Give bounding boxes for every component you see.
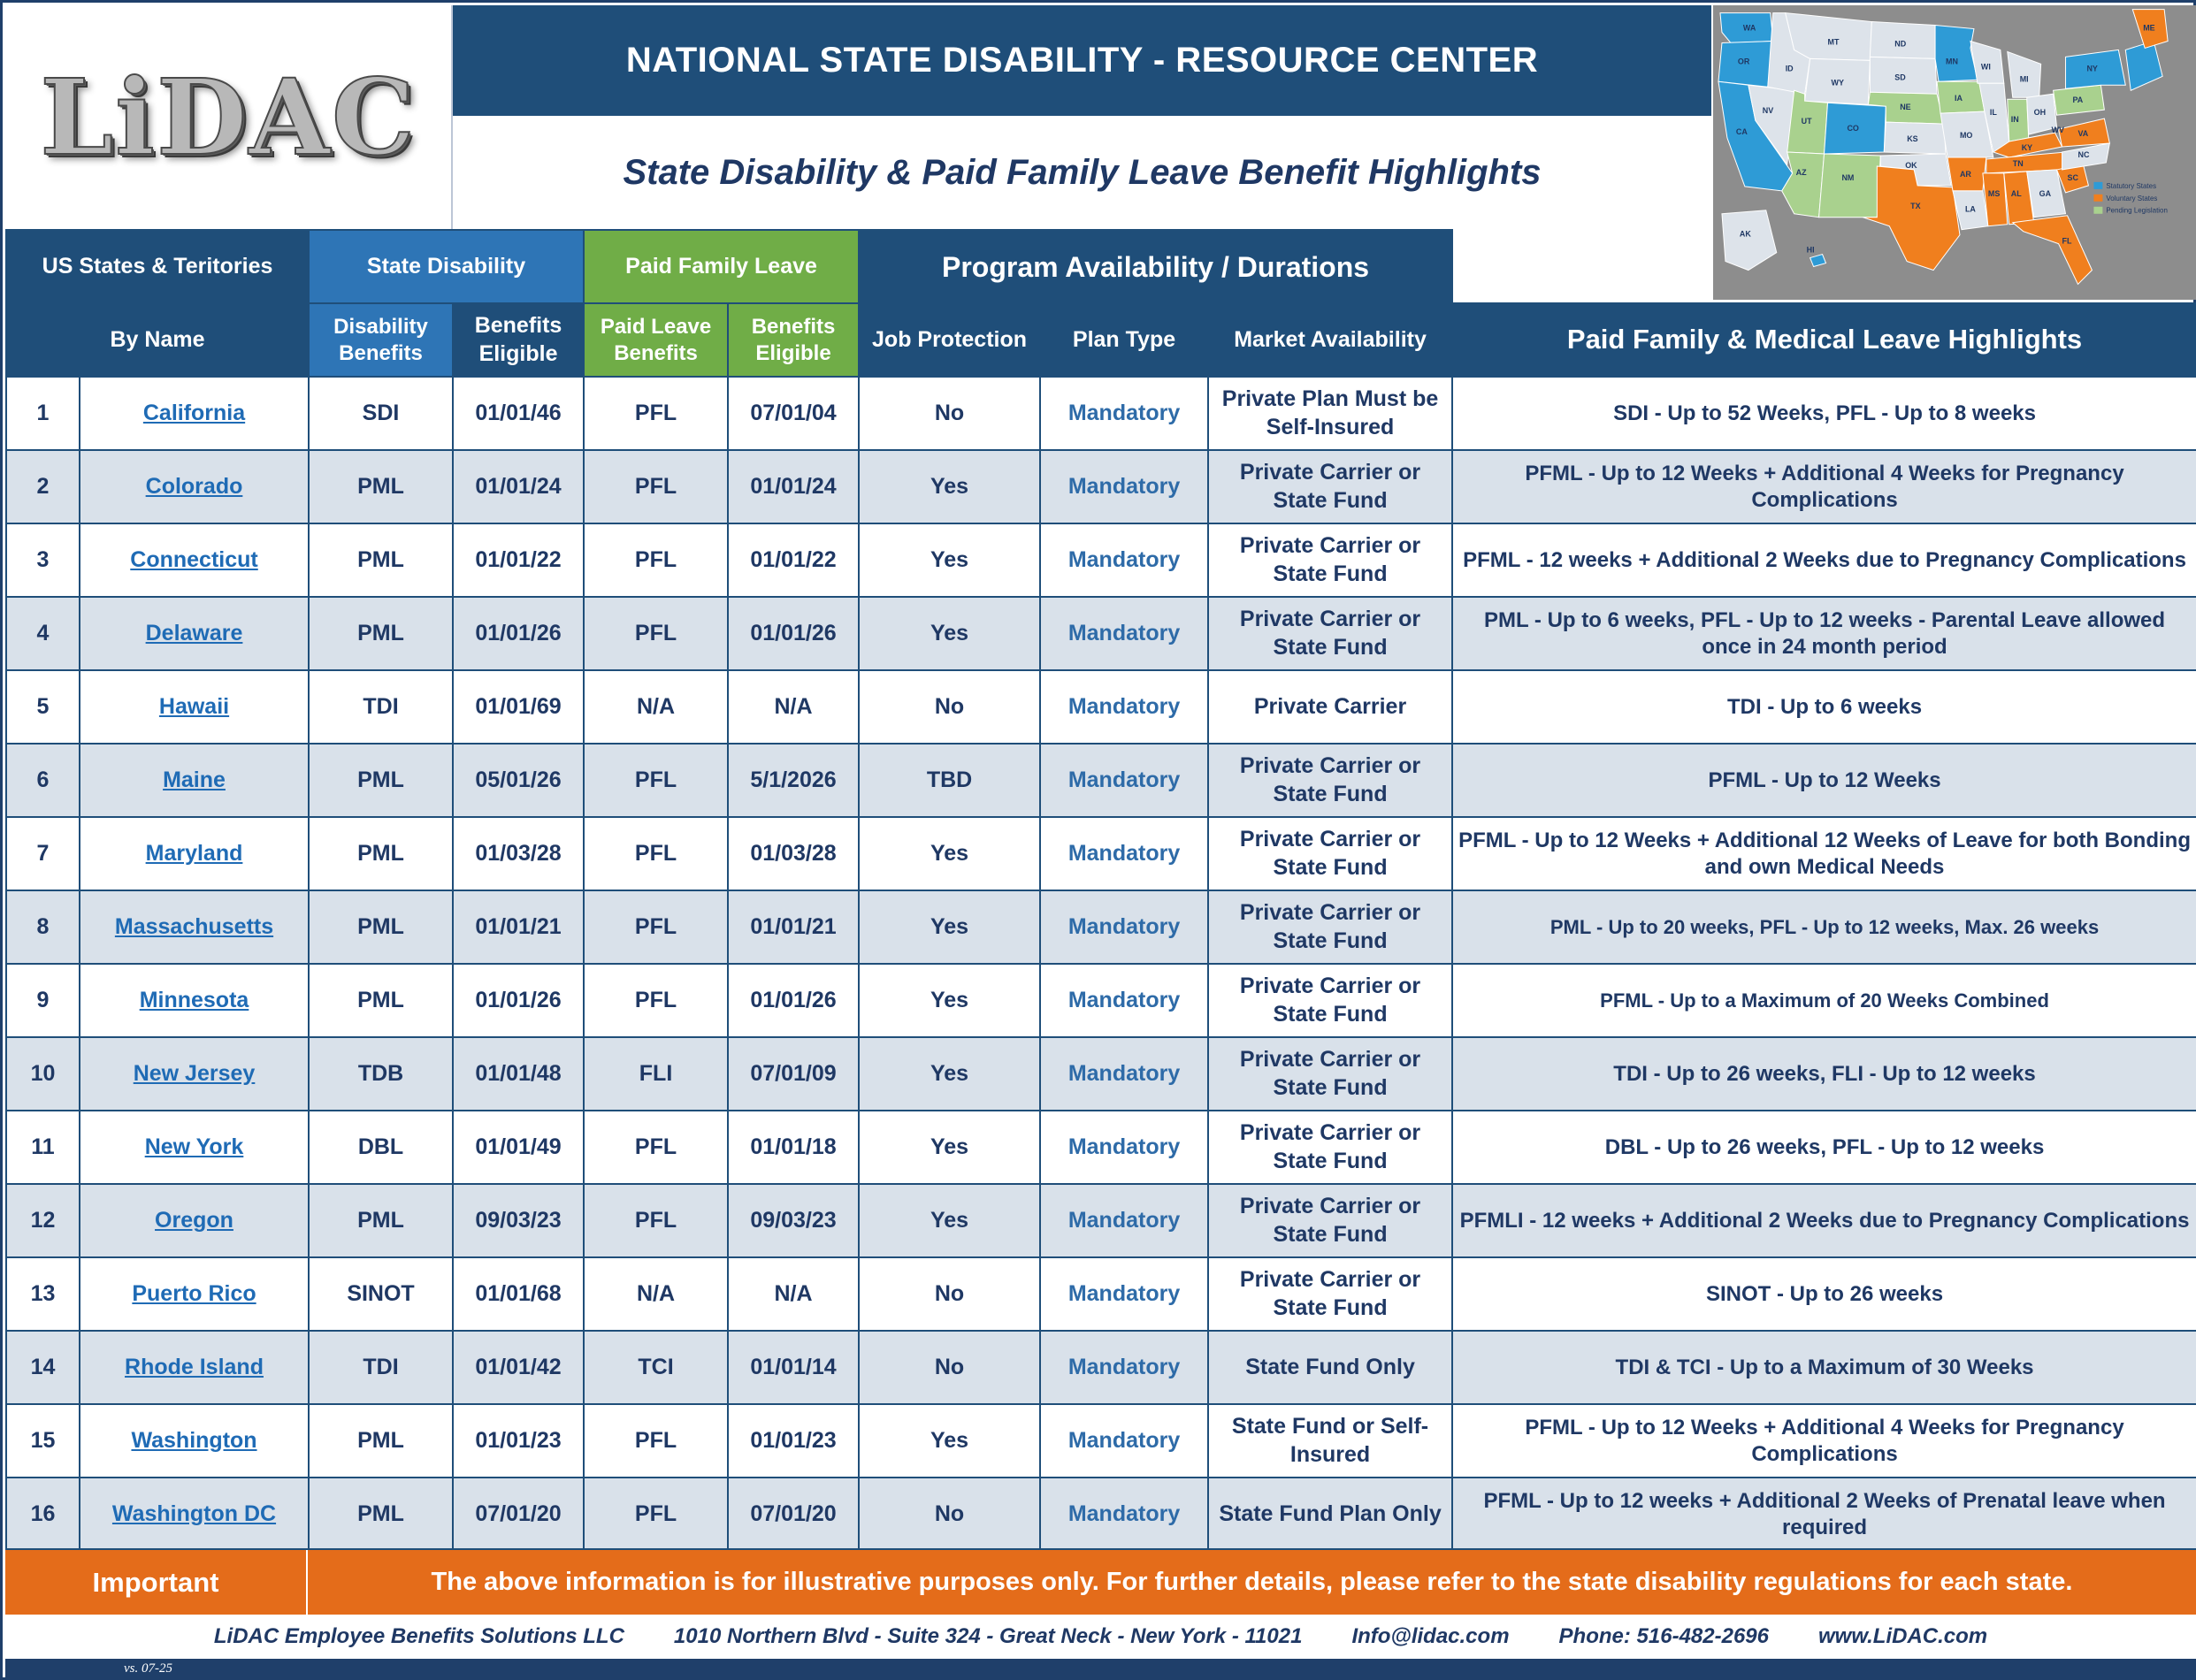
table-row <box>6 817 2196 890</box>
state-cell <box>80 1037 309 1111</box>
state-link[interactable]: Colorado <box>145 473 243 499</box>
market-availability: Private Carrier or State Fund <box>1208 523 1452 597</box>
row-number: 13 <box>6 1257 80 1331</box>
leave-highlights: PFMLI - 12 weeks + Additional 2 Weeks due to Pregnancy Complications <box>1452 1184 2196 1257</box>
header-state-disability: State Disability <box>309 230 584 303</box>
paid-leave-eligible-date: 07/01/04 <box>728 377 859 450</box>
plan-type: Mandatory <box>1040 1404 1208 1478</box>
disability-benefit-code: PML <box>309 1404 453 1478</box>
job-protection: Yes <box>859 1404 1040 1478</box>
paid-leave-eligible-date: 07/01/20 <box>728 1478 859 1551</box>
disability-eligible-date: 01/01/46 <box>453 377 584 450</box>
map-label: KY <box>2021 143 2033 153</box>
map-label: OH <box>2033 108 2047 118</box>
header-by-name: By Name <box>6 303 309 377</box>
plan-type: Mandatory <box>1040 1037 1208 1111</box>
header-program: Program Availability / Durations <box>859 230 1452 303</box>
map-label: PA <box>2072 95 2084 105</box>
disability-benefit-code: PML <box>309 1184 453 1257</box>
table-row <box>6 670 2196 744</box>
leave-highlights: PML - Up to 6 weeks, PFL - Up to 12 weeks - Parental Leave allowed once in 24 month period <box>1452 597 2196 670</box>
map-label: TN <box>2012 158 2024 168</box>
footer-website[interactable]: www.LiDAC.com <box>1818 1624 1988 1648</box>
plan-type: Mandatory <box>1040 523 1208 597</box>
map-label: NC <box>2077 149 2090 159</box>
header-plan-type: Plan Type <box>1040 303 1208 377</box>
map-label: AL <box>2010 188 2022 198</box>
map-label: IL <box>1989 108 1997 118</box>
state-link[interactable]: Puerto Rico <box>132 1280 256 1306</box>
leave-highlights: PFML - Up to 12 weeks + Additional 2 Weeks of Prenatal leave when required <box>1452 1478 2196 1551</box>
table-row <box>6 890 2196 964</box>
map-state-nm <box>1819 154 1881 218</box>
logo-cell <box>5 5 453 229</box>
paid-leave-code: TCI <box>584 1331 728 1404</box>
state-link[interactable]: Massachusetts <box>114 913 274 939</box>
leave-highlights: PML - Up to 20 weeks, PFL - Up to 12 weeks, Max. 26 weeks <box>1452 890 2196 964</box>
table-row <box>6 377 2196 450</box>
disability-benefit-code: SINOT <box>309 1257 453 1331</box>
leave-highlights: PFML - Up to 12 Weeks + Additional 12 Weeks of Leave for both Bonding and own Medical Needs <box>1452 817 2196 890</box>
map-label: NV <box>1762 106 1774 116</box>
disability-eligible-date: 01/03/28 <box>453 817 584 890</box>
disability-eligible-date: 01/01/22 <box>453 523 584 597</box>
header-map-spacer <box>1452 230 2196 303</box>
disability-benefit-code: SDI <box>309 377 453 450</box>
map-label: AZ <box>1795 167 1807 177</box>
disability-eligible-date: 05/01/26 <box>453 744 584 817</box>
row-number: 8 <box>6 890 80 964</box>
header-market-availability: Market Availability <box>1208 303 1452 377</box>
map-label: ID <box>1785 64 1794 73</box>
plan-type: Mandatory <box>1040 670 1208 744</box>
footer-company: LiDAC Employee Benefits Solutions LLC <box>213 1624 624 1648</box>
map-label: LA <box>1964 204 1976 214</box>
footer-phone: Phone: 516-482-2696 <box>1558 1624 1769 1648</box>
table-row <box>6 1404 2196 1478</box>
disability-benefit-code: PML <box>309 597 453 670</box>
map-label: AR <box>1959 169 1971 179</box>
map-label: IA <box>1955 94 1963 103</box>
row-number: 7 <box>6 817 80 890</box>
market-availability: State Fund Only <box>1208 1331 1452 1404</box>
paid-leave-code: PFL <box>584 817 728 890</box>
paid-leave-code: PFL <box>584 1404 728 1478</box>
paid-leave-code: PFL <box>584 964 728 1037</box>
job-protection: No <box>859 377 1040 450</box>
footer <box>5 1615 2196 1659</box>
plan-type: Mandatory <box>1040 964 1208 1037</box>
footer-address: 1010 Northern Blvd - Suite 324 - Great Neck - New York - 11021 <box>673 1624 1303 1648</box>
paid-leave-eligible-date: 01/01/14 <box>728 1331 859 1404</box>
row-number: 2 <box>6 450 80 523</box>
market-availability: Private Carrier or State Fund <box>1208 1111 1452 1184</box>
disability-eligible-date: 01/01/69 <box>453 670 584 744</box>
map-label: OR <box>1737 57 1750 66</box>
disability-benefit-code: PML <box>309 744 453 817</box>
paid-leave-code: PFL <box>584 744 728 817</box>
plan-type: Mandatory <box>1040 1331 1208 1404</box>
disability-eligible-date: 01/01/23 <box>453 1404 584 1478</box>
state-link[interactable]: Connecticut <box>130 546 258 572</box>
state-cell <box>80 1404 309 1478</box>
group-header-row <box>6 230 2196 303</box>
paid-leave-eligible-date: N/A <box>728 1257 859 1331</box>
disability-eligible-date: 01/01/48 <box>453 1037 584 1111</box>
job-protection: Yes <box>859 817 1040 890</box>
map-label: CO <box>1847 124 1859 134</box>
map-label: ND <box>1894 39 1907 49</box>
paid-leave-code: PFL <box>584 377 728 450</box>
map-label: HI <box>1806 245 1815 255</box>
row-number: 10 <box>6 1037 80 1111</box>
table-row <box>6 744 2196 817</box>
map-label: SD <box>1894 73 1906 82</box>
state-cell <box>80 890 309 964</box>
job-protection: Yes <box>859 964 1040 1037</box>
disability-eligible-date: 01/01/26 <box>453 597 584 670</box>
plan-type: Mandatory <box>1040 377 1208 450</box>
paid-leave-eligible-date: 5/1/2026 <box>728 744 859 817</box>
job-protection: No <box>859 1331 1040 1404</box>
header-benefits-eligible-1: Benefits Eligible <box>453 303 584 377</box>
header-paid-leave-benefits: Paid Leave Benefits <box>584 303 728 377</box>
state-link[interactable]: Hawaii <box>158 693 230 719</box>
map-label: WY <box>1831 78 1844 88</box>
header-disability-benefits: Disability Benefits <box>309 303 453 377</box>
paid-leave-code: PFL <box>584 890 728 964</box>
paid-leave-code: PFL <box>584 523 728 597</box>
state-cell <box>80 1111 309 1184</box>
paid-leave-code: PFL <box>584 1184 728 1257</box>
row-number: 6 <box>6 744 80 817</box>
leave-highlights: SINOT - Up to 26 weeks <box>1452 1257 2196 1331</box>
map-label: IN <box>2010 115 2019 125</box>
disability-eligible-date: 09/03/23 <box>453 1184 584 1257</box>
disability-eligible-date: 01/01/24 <box>453 450 584 523</box>
table-row <box>6 597 2196 670</box>
disability-benefit-code: PML <box>309 817 453 890</box>
map-label: WA <box>1742 23 1756 33</box>
header-states: US States & Teritories <box>6 230 309 303</box>
paid-leave-eligible-date: 01/01/22 <box>728 523 859 597</box>
important-label: Important <box>5 1550 308 1615</box>
version-bar <box>5 1659 2196 1680</box>
leave-highlights: TDI - Up to 6 weeks <box>1452 670 2196 744</box>
job-protection: Yes <box>859 890 1040 964</box>
row-number: 11 <box>6 1111 80 1184</box>
table-row <box>6 523 2196 597</box>
state-link[interactable]: Minnesota <box>139 987 249 1012</box>
disability-benefit-code: PML <box>309 964 453 1037</box>
legend-statutory: Statutory States <box>2106 181 2157 190</box>
market-availability: Private Carrier or State Fund <box>1208 1037 1452 1111</box>
header-job-protection: Job Protection <box>859 303 1040 377</box>
map-label: GA <box>2039 188 2052 198</box>
row-number: 4 <box>6 597 80 670</box>
table-row <box>6 450 2196 523</box>
job-protection: Yes <box>859 1037 1040 1111</box>
state-link[interactable]: Washington <box>131 1427 257 1453</box>
disability-benefit-code: TDI <box>309 670 453 744</box>
leave-highlights: PFML - Up to a Maximum of 20 Weeks Combined <box>1452 964 2196 1037</box>
map-state-mn <box>1935 26 1978 82</box>
row-number: 14 <box>6 1331 80 1404</box>
state-link[interactable]: Oregon <box>155 1207 233 1233</box>
job-protection: Yes <box>859 597 1040 670</box>
sub-header-row <box>6 303 2196 377</box>
disability-eligible-date: 01/01/42 <box>453 1331 584 1404</box>
state-cell <box>80 523 309 597</box>
state-cell <box>80 597 309 670</box>
leave-highlights: PFML - Up to 12 Weeks <box>1452 744 2196 817</box>
table-row <box>6 1257 2196 1331</box>
header-paid-family-leave: Paid Family Leave <box>584 230 859 303</box>
table-row <box>6 1111 2196 1184</box>
state-cell <box>80 817 309 890</box>
row-number: 5 <box>6 670 80 744</box>
disability-table <box>5 229 2196 1552</box>
paid-leave-eligible-date: 01/01/18 <box>728 1111 859 1184</box>
map-label: KS <box>1907 134 1918 144</box>
paid-leave-code: N/A <box>584 1257 728 1331</box>
map-label: UT <box>1801 117 1812 126</box>
lidac-logo[interactable]: LiDAC <box>40 56 417 179</box>
market-availability: Private Carrier or State Fund <box>1208 1257 1452 1331</box>
map-label: ME <box>2143 23 2155 33</box>
market-availability: Private Carrier or State Fund <box>1208 817 1452 890</box>
market-availability: Private Carrier or State Fund <box>1208 890 1452 964</box>
disability-eligible-date: 01/01/68 <box>453 1257 584 1331</box>
important-bar <box>5 1548 2196 1615</box>
paid-leave-code: PFL <box>584 597 728 670</box>
paid-leave-eligible-date: 01/03/28 <box>728 817 859 890</box>
paid-leave-eligible-date: N/A <box>728 670 859 744</box>
plan-type: Mandatory <box>1040 1257 1208 1331</box>
map-label: SC <box>2067 172 2078 182</box>
state-cell <box>80 1184 309 1257</box>
footer-email[interactable]: Info@lidac.com <box>1351 1624 1510 1648</box>
market-availability: Private Carrier or State Fund <box>1208 1184 1452 1257</box>
disability-benefit-code: TDI <box>309 1331 453 1404</box>
paid-leave-code: PFL <box>584 450 728 523</box>
map-label: NY <box>2086 64 2098 73</box>
table-row <box>6 1184 2196 1257</box>
header-highlights: Paid Family & Medical Leave Highlights <box>1452 303 2196 377</box>
header-benefits-eligible-2: Benefits Eligible <box>728 303 859 377</box>
important-text: The above information is for illustrative purposes only. For further details, please refer to the state disability regulations for each state. <box>431 1568 2073 1596</box>
plan-type: Mandatory <box>1040 450 1208 523</box>
market-availability: State Fund Plan Only <box>1208 1478 1452 1551</box>
plan-type: Mandatory <box>1040 890 1208 964</box>
leave-highlights: PFML - Up to 12 Weeks + Additional 4 Weeks for Pregnancy Complications <box>1452 450 2196 523</box>
disability-eligible-date: 01/01/21 <box>453 890 584 964</box>
state-link[interactable]: Washington DC <box>111 1501 277 1526</box>
market-availability: Private Plan Must be Self-Insured <box>1208 377 1452 450</box>
row-number: 15 <box>6 1404 80 1478</box>
paid-leave-code: PFL <box>584 1478 728 1551</box>
job-protection: No <box>859 670 1040 744</box>
row-number: 1 <box>6 377 80 450</box>
map-label: MI <box>2019 74 2029 84</box>
market-availability: Private Carrier or State Fund <box>1208 597 1452 670</box>
disability-benefit-code: PML <box>309 450 453 523</box>
paid-leave-code: FLI <box>584 1037 728 1111</box>
paid-leave-eligible-date: 01/01/26 <box>728 597 859 670</box>
map-label: VA <box>2077 129 2089 139</box>
map-label: MT <box>1827 37 1840 47</box>
disability-benefit-code: TDB <box>309 1037 453 1111</box>
state-link[interactable]: Maryland <box>145 840 243 866</box>
state-link[interactable]: New York <box>144 1134 244 1159</box>
disability-eligible-date: 01/01/26 <box>453 964 584 1037</box>
state-link[interactable]: Maine <box>163 767 226 792</box>
legend-voluntary: Voluntary States <box>2106 194 2158 202</box>
state-cell <box>80 964 309 1037</box>
table-row <box>6 964 2196 1037</box>
state-cell <box>80 377 309 450</box>
table-row <box>6 1037 2196 1111</box>
map-label: FL <box>2062 236 2072 246</box>
map-label: WV <box>2051 126 2065 135</box>
plan-type: Mandatory <box>1040 597 1208 670</box>
state-cell <box>80 450 309 523</box>
market-availability: State Fund or Self-Insured <box>1208 1404 1452 1478</box>
map-label: MO <box>1959 131 1973 141</box>
paid-leave-eligible-date: 01/01/21 <box>728 890 859 964</box>
state-link[interactable]: New Jersey <box>133 1060 256 1086</box>
row-number: 9 <box>6 964 80 1037</box>
table-row <box>6 1478 2196 1551</box>
leave-highlights: PFML - 12 weeks + Additional 2 Weeks due to Pregnancy Complications <box>1452 523 2196 597</box>
table-row <box>6 1331 2196 1404</box>
job-protection: Yes <box>859 450 1040 523</box>
job-protection: No <box>859 1257 1040 1331</box>
state-link[interactable]: Rhode Island <box>125 1354 264 1379</box>
disability-benefit-code: PML <box>309 1478 453 1551</box>
legend-swatch-pending <box>2093 207 2102 214</box>
disability-benefit-code: PML <box>309 523 453 597</box>
plan-type: Mandatory <box>1040 744 1208 817</box>
legend-swatch-statutory <box>2093 182 2102 189</box>
job-protection: No <box>859 1478 1040 1551</box>
market-availability: Private Carrier or State Fund <box>1208 744 1452 817</box>
paid-leave-eligible-date: 01/01/24 <box>728 450 859 523</box>
row-number: 3 <box>6 523 80 597</box>
leave-highlights: SDI - Up to 52 Weeks, PFL - Up to 8 weeks <box>1452 377 2196 450</box>
leave-highlights: TDI - Up to 26 weeks, FLI - Up to 12 weeks <box>1452 1037 2196 1111</box>
row-number: 16 <box>6 1478 80 1551</box>
state-cell <box>80 1478 309 1551</box>
version-label: vs. 07-25 <box>124 1661 172 1676</box>
legend-swatch-voluntary <box>2093 195 2102 202</box>
map-label: MS <box>1987 188 2001 198</box>
disability-benefit-code: DBL <box>309 1111 453 1184</box>
table-body <box>6 377 2196 1551</box>
state-cell <box>80 670 309 744</box>
state-cell <box>80 1257 309 1331</box>
job-protection: Yes <box>859 1184 1040 1257</box>
paid-leave-eligible-date: 07/01/09 <box>728 1037 859 1111</box>
map-label: CA <box>1735 127 1748 137</box>
map-label: NM <box>1841 172 1855 182</box>
market-availability: Private Carrier or State Fund <box>1208 450 1452 523</box>
paid-leave-eligible-date: 01/01/23 <box>728 1404 859 1478</box>
paid-leave-code: PFL <box>584 1111 728 1184</box>
state-link[interactable]: California <box>142 400 246 425</box>
paid-leave-eligible-date: 01/01/26 <box>728 964 859 1037</box>
leave-highlights: DBL - Up to 26 weeks, PFL - Up to 12 weeks <box>1452 1111 2196 1184</box>
state-cell <box>80 744 309 817</box>
job-protection: TBD <box>859 744 1040 817</box>
disability-eligible-date: 01/01/49 <box>453 1111 584 1184</box>
state-cell <box>80 1331 309 1404</box>
paid-leave-eligible-date: 09/03/23 <box>728 1184 859 1257</box>
plan-type: Mandatory <box>1040 1478 1208 1551</box>
legend-pending: Pending Legislation <box>2106 206 2168 215</box>
plan-type: Mandatory <box>1040 1111 1208 1184</box>
leave-highlights: PFML - Up to 12 Weeks + Additional 4 Weeks for Pregnancy Complications <box>1452 1404 2196 1478</box>
state-link[interactable]: Delaware <box>145 620 243 645</box>
job-protection: Yes <box>859 1111 1040 1184</box>
page-subtitle: State Disability & Paid Family Leave Benefit Highlights <box>453 116 1711 229</box>
map-label: MN <box>1946 57 1958 66</box>
map-label: NE <box>1900 103 1911 112</box>
plan-type: Mandatory <box>1040 1184 1208 1257</box>
map-label: TX <box>1910 201 1921 210</box>
market-availability: Private Carrier or State Fund <box>1208 964 1452 1037</box>
row-number: 12 <box>6 1184 80 1257</box>
page-title: NATIONAL STATE DISABILITY - RESOURCE CENTER <box>453 5 1711 116</box>
disability-eligible-date: 07/01/20 <box>453 1478 584 1551</box>
map-label: OK <box>1905 160 1917 170</box>
leave-highlights: TDI & TCI - Up to a Maximum of 30 Weeks <box>1452 1331 2196 1404</box>
map-label: WI <box>1980 62 1991 72</box>
plan-type: Mandatory <box>1040 817 1208 890</box>
map-label: AK <box>1739 229 1751 239</box>
disability-benefit-code: PML <box>309 890 453 964</box>
market-availability: Private Carrier <box>1208 670 1452 744</box>
job-protection: Yes <box>859 523 1040 597</box>
paid-leave-code: N/A <box>584 670 728 744</box>
